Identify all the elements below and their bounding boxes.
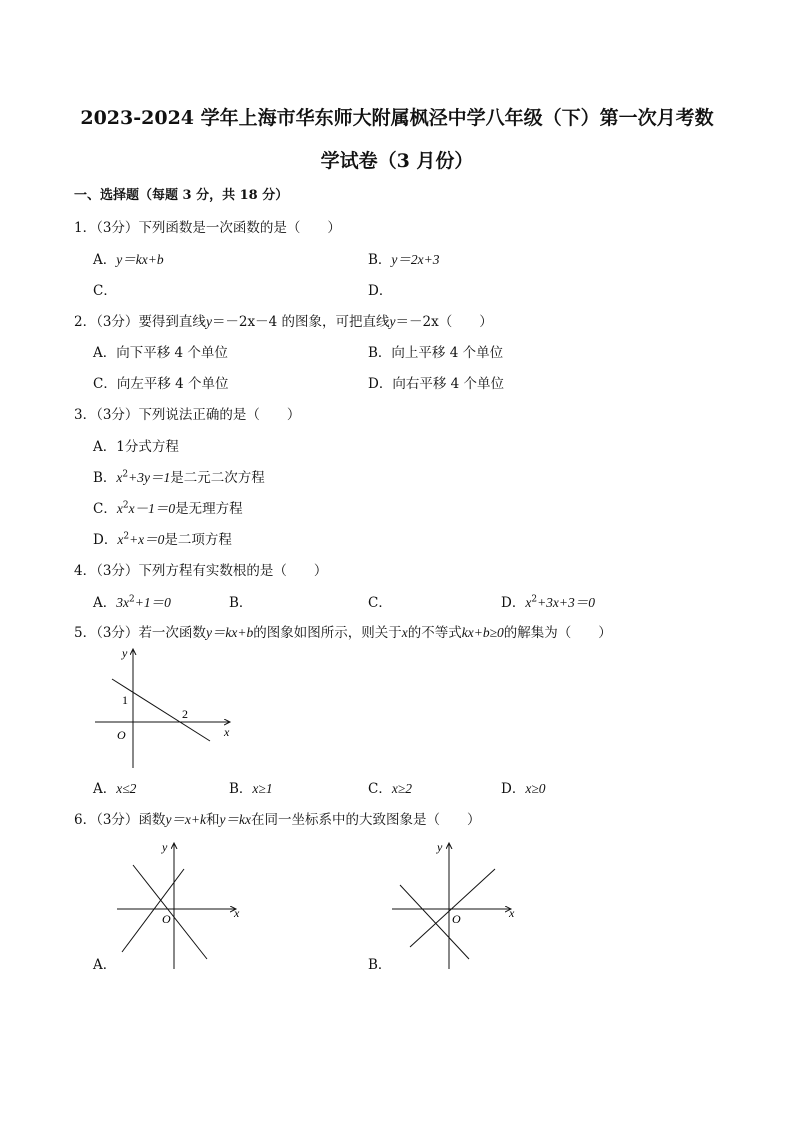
y-axis-label: y: [162, 840, 168, 854]
option-math: x: [525, 595, 532, 610]
q6-graph-b: [385, 835, 525, 975]
option-math: +3y＝1: [128, 470, 171, 485]
option-text: y＝2x+3: [391, 252, 440, 267]
q3-option-d: [93, 528, 232, 548]
question-score: （3分）: [96, 812, 139, 828]
option-label: B．: [368, 252, 392, 268]
question-text-part: 的图象如图所示，则关于: [253, 625, 402, 641]
question-math: y＝kx+b: [205, 625, 254, 640]
question-6: [74, 808, 481, 828]
option-label: A．: [93, 252, 117, 268]
option-math: x: [116, 470, 123, 485]
y-axis-label: y: [122, 646, 128, 660]
q5-option-c: [368, 777, 412, 797]
option-sup: 2: [531, 594, 538, 605]
origin-label: O: [452, 912, 461, 926]
question-number: 6．: [74, 812, 97, 828]
function-line-2: [122, 869, 184, 952]
q5-option-b: [229, 777, 273, 797]
question-1: [74, 216, 341, 236]
question-number: 2．: [74, 314, 97, 330]
x-axis-label: x: [224, 725, 230, 739]
question-math: y＝kx: [219, 812, 252, 827]
x-axis-label: x: [509, 906, 515, 920]
option-text: 向右平移 4 个单位: [392, 376, 504, 392]
option-text: 向左平移 4 个单位: [116, 376, 229, 392]
question-score: （3分）: [96, 563, 139, 579]
q2-option-c: [93, 372, 229, 392]
question-text-part: 的不等式: [407, 625, 462, 641]
page-title-line-1: 2023-2024 学年上海市华东师大附属枫泾中学八年级（下）第一次月考数: [80, 107, 714, 129]
question-number: 1．: [74, 220, 97, 236]
q5-option-d: [501, 777, 545, 797]
q4-option-c: [368, 591, 392, 611]
option-label: C．: [93, 376, 117, 392]
x-axis-label: x: [234, 906, 240, 920]
question-number: 3．: [74, 407, 97, 423]
q1-option-c: [93, 279, 117, 299]
option-label: B．: [368, 345, 392, 361]
option-label: A．: [93, 957, 117, 973]
q1-option-a: [93, 248, 164, 268]
q1-option-b: [368, 248, 440, 268]
q6-option-b: [368, 953, 391, 973]
q2-option-d: [368, 372, 504, 392]
question-2: [74, 310, 493, 330]
option-text: x≤2: [116, 781, 137, 796]
section-heading: 一、选择题（每题 3 分，共 18 分）: [74, 188, 289, 203]
option-text: 向下平移 4 个单位: [116, 345, 228, 361]
q2-option-a: [93, 341, 228, 361]
option-label: A．: [93, 439, 117, 455]
option-math: +x＝0: [129, 532, 165, 547]
question-text-part: ＝－2x－4 的图象，可把直线: [211, 314, 390, 330]
option-label: A．: [93, 595, 117, 611]
option-label: C．: [368, 781, 392, 797]
option-text: x≥2: [391, 781, 412, 796]
q4-option-a: [93, 591, 171, 611]
option-math: +1＝0: [134, 595, 171, 610]
question-score: （3分）: [96, 625, 139, 641]
option-math: x: [116, 501, 123, 516]
question-text-part: 在同一坐标系中的大致图象是（ ）: [251, 812, 481, 828]
question-text-part: ＝－2x（ ）: [395, 314, 493, 330]
option-label: D．: [501, 781, 526, 797]
q3-option-a: [93, 435, 179, 455]
function-line-2: [410, 869, 495, 947]
q4-option-b: [229, 591, 252, 611]
q4-option-d: [501, 591, 595, 611]
question-text: 下列说法正确的是（ ）: [138, 407, 301, 423]
q6-option-a: [93, 953, 116, 973]
option-label: B．: [93, 470, 117, 486]
question-text-part: 和: [206, 812, 220, 828]
option-label: D．: [93, 532, 118, 548]
option-text: x≥0: [525, 781, 546, 796]
question-math: y: [389, 314, 396, 329]
function-line: [112, 679, 210, 741]
question-math: x: [401, 625, 408, 640]
option-label: C．: [93, 283, 117, 299]
q1-option-d: [368, 279, 392, 299]
option-sup: 2: [129, 594, 135, 605]
option-text: 1分式方程: [116, 439, 179, 455]
option-label: D．: [368, 283, 393, 299]
question-text-part: 的解集为（ ）: [503, 625, 612, 641]
option-text: 是二元二次方程: [170, 470, 265, 486]
origin-label: O: [162, 912, 171, 926]
question-score: （3分）: [96, 407, 139, 423]
question-math: kx+b≥0: [461, 625, 504, 640]
y-intercept-label: 1: [122, 693, 128, 707]
question-number: 5．: [74, 625, 97, 641]
q6-graph-a: [110, 835, 250, 975]
option-label: A．: [93, 345, 117, 361]
option-label: D．: [368, 376, 393, 392]
q3-option-c: [93, 497, 243, 517]
y-axis-label: y: [437, 840, 443, 854]
option-text: 向上平移 4 个单位: [391, 345, 504, 361]
option-label: C．: [93, 501, 117, 517]
option-sup: 2: [122, 469, 129, 480]
question-text: 下列函数是一次函数的是（ ）: [138, 220, 341, 236]
question-text: 下列方程有实数根的是（ ）: [138, 563, 328, 579]
origin-label: O: [117, 728, 126, 742]
q3-option-b: [93, 466, 265, 486]
q5-option-a: [93, 777, 136, 797]
option-label: D．: [501, 595, 526, 611]
option-math: x: [117, 532, 124, 547]
option-math: +3x+3＝0: [537, 595, 596, 610]
option-sup: 2: [122, 500, 129, 511]
option-math: x－1＝0: [128, 501, 176, 516]
option-label: B．: [229, 595, 253, 611]
question-text-part: 若一次函数: [138, 625, 206, 641]
option-label: B．: [229, 781, 253, 797]
option-sup: 2: [123, 531, 130, 542]
option-label: B．: [368, 957, 392, 973]
question-score: （3分）: [96, 314, 139, 330]
option-math: 3x: [116, 595, 129, 610]
question-text-part: 函数: [138, 812, 166, 828]
option-text: x≥1: [252, 781, 273, 796]
question-5: [74, 621, 612, 641]
question-math: y: [205, 314, 212, 329]
question-3: [74, 403, 300, 423]
question-text-part: 要得到直线: [138, 314, 206, 330]
q5-graph: [90, 643, 250, 773]
x-intercept-label: 2: [182, 707, 188, 721]
question-4: [74, 559, 327, 579]
question-math: y＝x+k: [165, 812, 207, 827]
question-number: 4．: [74, 563, 97, 579]
q2-option-b: [368, 341, 503, 361]
option-text: 是无理方程: [175, 501, 243, 517]
option-text: 是二项方程: [164, 532, 232, 548]
option-label: C．: [368, 595, 392, 611]
question-score: （3分）: [96, 220, 139, 236]
option-label: A．: [93, 781, 117, 797]
option-text: y＝kx+b: [116, 252, 164, 267]
page-title-line-2: 学试卷（3 月份）: [320, 150, 474, 172]
